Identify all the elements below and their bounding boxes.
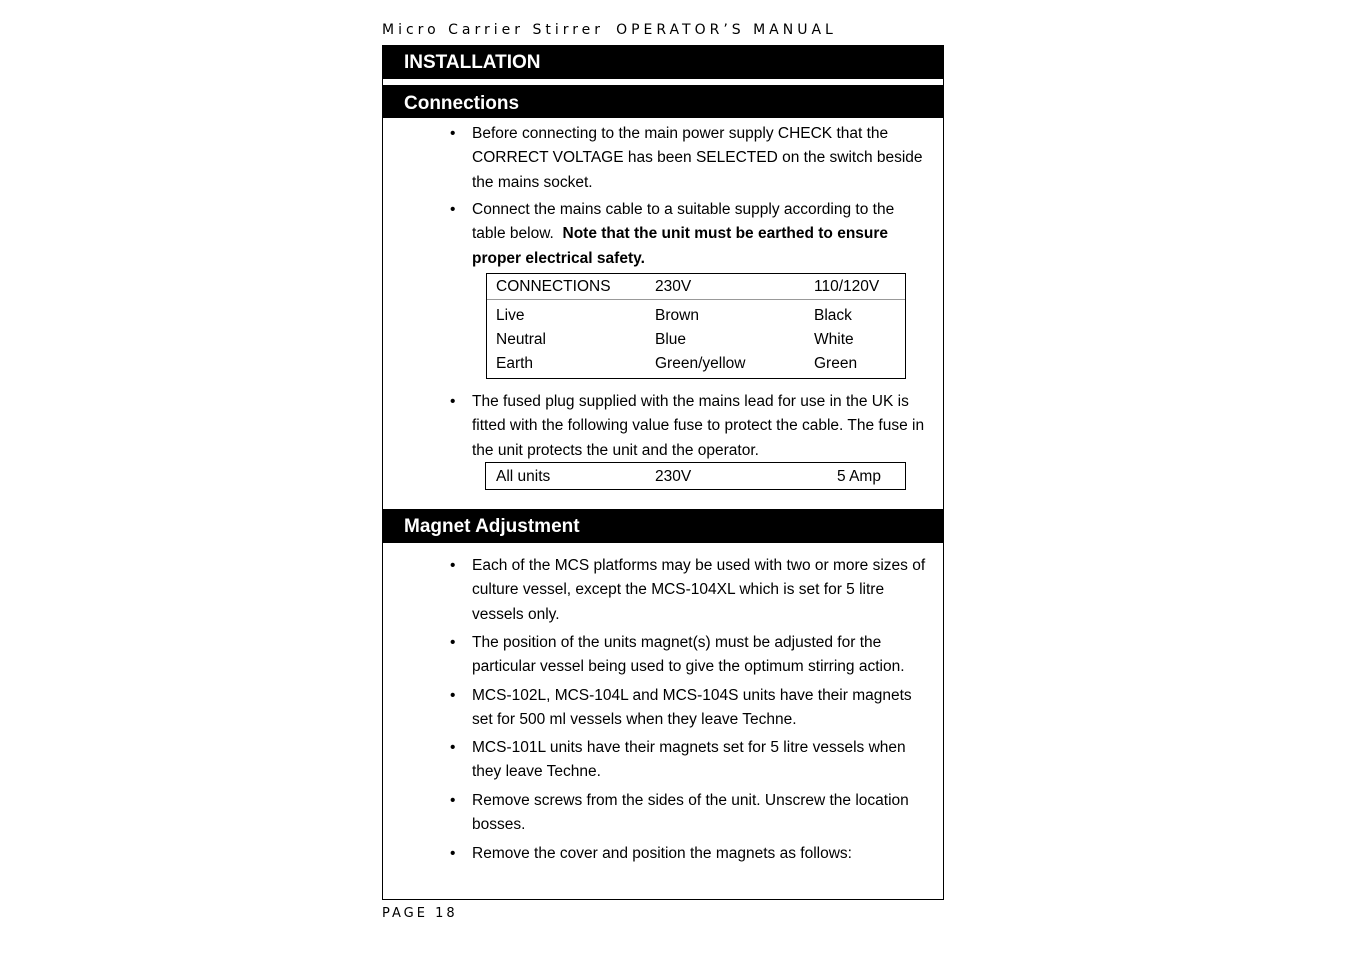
- product-name: Micro Carrier Stirrer: [382, 22, 605, 38]
- list-item: [450, 554, 930, 627]
- table-header: CONNECTIONS: [496, 278, 611, 295]
- list-item: [450, 122, 930, 195]
- magnet-adjustment-heading: Magnet Adjustment: [383, 509, 943, 543]
- bullet-text: Each of the MCS platforms may be used with two or more sizes of culture vessel, except the MCS-104XL which is set for 5 litre vessels only.: [472, 557, 926, 623]
- manual-title: OPERATOR’S MANUAL: [616, 22, 837, 38]
- bullet-dot: •: [450, 792, 456, 809]
- table-cell: 230V: [655, 468, 692, 485]
- table-header: 110/120V: [814, 278, 880, 295]
- bullet-text: MCS-101L units have their magnets set for 5 litre vessels when they leave Techne.: [472, 739, 906, 781]
- table-cell: Green: [814, 355, 858, 372]
- table-cell: Neutral: [496, 331, 546, 348]
- list-item: [450, 390, 930, 463]
- bullet-text: Remove screws from the sides of the unit. Unscrew the location bosses.: [472, 792, 909, 834]
- list-item: [450, 789, 930, 838]
- bullet-dot: •: [450, 557, 456, 574]
- list-item: [450, 198, 930, 271]
- table-cell: White: [814, 331, 854, 348]
- table-cell: Blue: [655, 331, 687, 348]
- bullet-text: Before connecting to the main power supply CHECK that the CORRECT VOLTAGE has been SELECTED on the switch beside the mains socket.: [472, 125, 923, 191]
- bullet-dot: •: [450, 845, 456, 862]
- table-cell: Live: [496, 307, 525, 324]
- table-cell: Earth: [496, 355, 534, 372]
- page-frame: [382, 45, 944, 900]
- safety-note: Note that the unit must be earthed to ensure proper electrical safety.: [472, 225, 889, 267]
- bullet-text: The fused plug supplied with the mains lead for use in the UK is fitted with the following value fuse to protect the cable. The fuse in the unit protects the unit and the operator.: [472, 393, 925, 459]
- bullet-dot: •: [450, 687, 456, 704]
- bullet-text: Remove the cover and position the magnets as follows:: [472, 845, 852, 862]
- wiring-table: [486, 273, 906, 379]
- bullet-text: Connect the mains cable to a suitable supply according to the table below.: [472, 201, 895, 243]
- table-cell: Green/yellow: [655, 355, 746, 372]
- list-item: [450, 631, 930, 680]
- table-cell: Black: [814, 307, 852, 324]
- table-cell: Brown: [655, 307, 699, 324]
- installation-heading: INSTALLATION: [383, 46, 943, 79]
- bullet-text: MCS-102L, MCS-104L and MCS-104S units have their magnets set for 500 ml vessels when they leave Techne.: [472, 687, 912, 729]
- bullet-dot: •: [450, 634, 456, 651]
- bullet-dot: •: [450, 125, 456, 142]
- table-cell: All units: [496, 468, 551, 485]
- table-header: 230V: [655, 278, 692, 295]
- connections-heading: Connections: [383, 85, 943, 118]
- bullet-dot: •: [450, 393, 456, 410]
- page-number: PAGE 18: [382, 906, 458, 921]
- list-item: [450, 736, 930, 785]
- running-header: [382, 22, 837, 38]
- bullet-dot: •: [450, 739, 456, 756]
- bullet-text: The position of the units magnet(s) must be adjusted for the particular vessel being used to give the optimum stirring action.: [472, 634, 905, 676]
- bullet-dot: •: [450, 201, 456, 218]
- header-divider: [487, 299, 905, 300]
- table-cell: 5 Amp: [837, 468, 881, 485]
- list-item: [450, 842, 930, 866]
- fuse-table: [485, 462, 906, 490]
- list-item: [450, 684, 930, 733]
